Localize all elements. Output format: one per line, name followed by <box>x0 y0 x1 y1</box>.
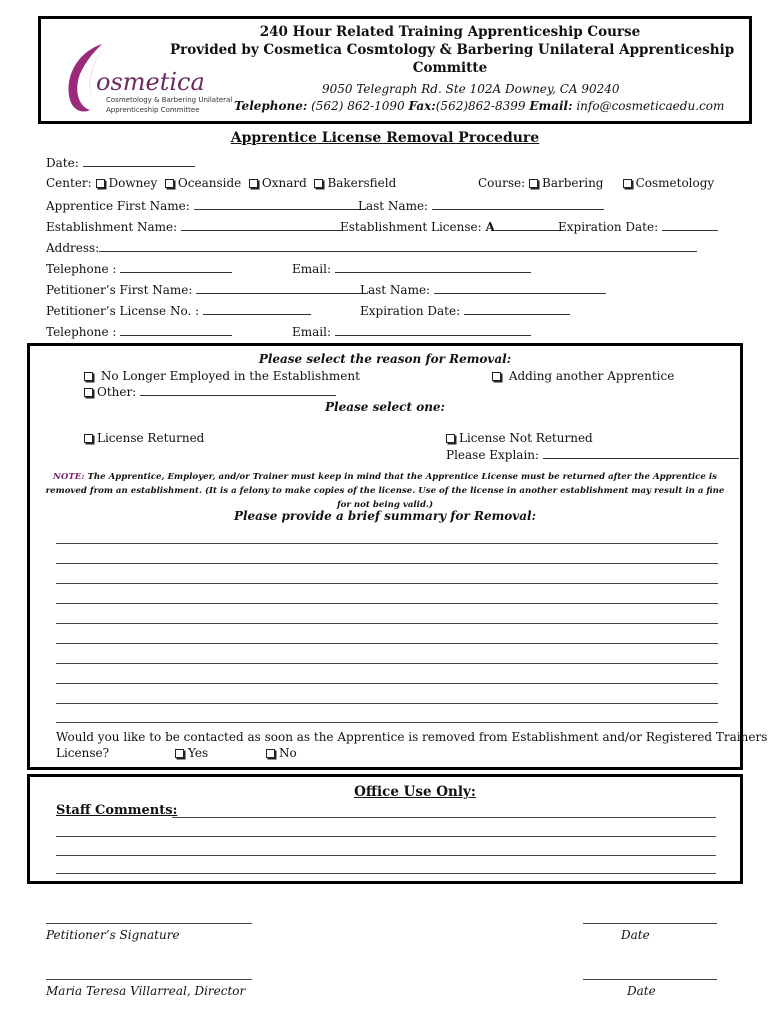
reason-other-option[interactable]: Other: <box>84 384 336 399</box>
petitioner-first-name-field[interactable]: Petitioner’s First Name: <box>46 282 366 297</box>
expiration-date-blank[interactable] <box>662 219 718 231</box>
apprentice-last-name-field[interactable]: Last Name: <box>358 198 604 213</box>
license-not-returned-option[interactable]: License Not Returned <box>446 431 593 445</box>
apprentice-telephone-field[interactable]: Telephone : <box>46 261 232 276</box>
checkbox-icon[interactable] <box>96 179 105 188</box>
petitioner-date-line[interactable] <box>583 923 717 924</box>
date-field[interactable] <box>46 155 195 170</box>
date-label: Date: <box>46 156 79 170</box>
telephone-label: Telephone: <box>234 99 308 113</box>
fax-value: (562)862-8399 <box>435 99 530 113</box>
summary-line[interactable] <box>56 563 718 564</box>
apprentice-first-name-field[interactable]: Apprentice First Name: <box>46 198 366 213</box>
note-text: The Apprentice, Employer, and/or Trainer must keep in mind that the Apprentice License must be returned after the Apprentice is removed from an establishment. (It is a felony to make copies of the license. Use of the license in another establishment may result in a fine for not being valid.) <box>45 472 725 510</box>
header-contact <box>234 99 724 113</box>
checkbox-icon[interactable] <box>84 434 93 443</box>
checkbox-icon[interactable] <box>623 179 632 188</box>
center-bakersfield-checkbox[interactable]: Bakersfield <box>314 176 396 190</box>
center-oxnard-checkbox[interactable]: Oxnard <box>249 176 307 190</box>
checkbox-icon[interactable] <box>84 372 93 381</box>
summary-heading: Please provide a brief summary for Removal: <box>233 509 537 523</box>
center-downey-checkbox[interactable]: Downey <box>96 176 158 190</box>
fax-label: Fax: <box>408 99 436 113</box>
checkbox-icon[interactable] <box>314 179 323 188</box>
petitioner-last-name-blank[interactable] <box>434 282 606 294</box>
apprentice-email-blank[interactable] <box>335 261 531 273</box>
summary-line[interactable] <box>56 623 718 624</box>
summary-line[interactable] <box>56 683 718 684</box>
summary-line[interactable] <box>56 643 718 644</box>
apprentice-first-name-blank[interactable] <box>194 198 366 210</box>
expiration-date-field[interactable]: Expiration Date: <box>558 219 718 234</box>
petitioner-signature-line[interactable] <box>46 923 252 924</box>
contact-question: Would you like to be contacted as soon as the Apprentice is removed from Establishment and/or Registered Trainers <box>56 730 768 744</box>
petitioner-email-blank[interactable] <box>335 324 531 336</box>
apprentice-email-field[interactable]: Email: <box>292 261 531 276</box>
header-title-2: Provided by Cosmetica Cosmtology & Barbering Unilateral Apprenticeship <box>170 42 735 58</box>
logo-wordmark: osmetica <box>96 68 205 96</box>
logo-subtitle-2: Apprenticeship Committee <box>106 106 200 114</box>
establishment-license-field[interactable]: Establishment License: A <box>340 219 563 234</box>
summary-line[interactable] <box>56 663 718 664</box>
petitioner-last-name-field[interactable]: Last Name: <box>360 282 606 297</box>
course-label: Course: <box>478 176 526 190</box>
contact-yes-checkbox[interactable]: Yes <box>175 746 208 760</box>
petitioner-license-blank[interactable] <box>203 303 311 315</box>
staff-comments-line[interactable] <box>56 836 716 837</box>
reason-adding-apprentice-option[interactable]: Adding another Apprentice <box>492 369 674 383</box>
petitioner-date-label: Date <box>621 928 650 942</box>
logo-subtitle-1: Cosmetology & Barbering Unilateral <box>106 96 233 104</box>
staff-comments-line[interactable] <box>56 873 716 874</box>
select-one-heading: Please select one: <box>325 400 445 414</box>
checkbox-icon[interactable] <box>84 388 93 397</box>
center-row <box>46 176 396 190</box>
petitioner-email-field[interactable]: Email: <box>292 324 531 339</box>
checkbox-icon[interactable] <box>175 749 184 758</box>
checkbox-icon[interactable] <box>529 179 538 188</box>
explain-blank[interactable] <box>543 447 739 459</box>
petitioner-license-field[interactable]: Petitioner’s License No. : <box>46 303 311 318</box>
email-label: Email: <box>529 99 573 113</box>
checkbox-icon[interactable] <box>446 434 455 443</box>
header-title-1: 240 Hour Related Training Apprenticeship Course <box>259 24 641 40</box>
address-field[interactable]: Address: <box>46 240 697 255</box>
petitioner-telephone-blank[interactable] <box>120 324 232 336</box>
email-value: info@cosmeticaedu.com <box>572 99 725 113</box>
petitioner-first-name-blank[interactable] <box>196 282 366 294</box>
address-blank[interactable] <box>99 240 697 252</box>
form-title: Apprentice License Removal Procedure <box>230 130 540 146</box>
petitioner-expiration-field[interactable]: Expiration Date: <box>360 303 570 318</box>
license-note <box>40 470 730 512</box>
course-cosmetology-checkbox[interactable]: Cosmetology <box>623 176 715 190</box>
reason-other-blank[interactable] <box>140 384 336 396</box>
summary-line[interactable] <box>56 703 718 704</box>
staff-comments-label: Staff Comments: <box>56 803 178 818</box>
director-signature-label: Maria Teresa Villarreal, Director <box>46 984 246 998</box>
apprentice-telephone-blank[interactable] <box>120 261 232 273</box>
checkbox-icon[interactable] <box>492 372 501 381</box>
note-label: NOTE: <box>53 472 85 482</box>
staff-comments-line[interactable] <box>56 855 716 856</box>
office-use-heading: Office Use Only: <box>354 784 476 800</box>
establishment-license-blank[interactable] <box>495 219 563 231</box>
director-date-label: Date <box>627 984 656 998</box>
petitioner-signature-label: Petitioner’s Signature <box>46 928 180 942</box>
staff-comments-line[interactable] <box>172 817 716 818</box>
telephone-value: (562) 862-1090 <box>307 99 409 113</box>
course-row <box>478 176 714 190</box>
date-blank[interactable] <box>83 155 195 167</box>
reason-no-longer-employed-option[interactable]: No Longer Employed in the Establishment <box>84 369 360 383</box>
checkbox-icon[interactable] <box>249 179 258 188</box>
contact-question-line2: License? <box>56 746 110 760</box>
explain-field[interactable]: Please Explain: <box>446 447 739 462</box>
petitioner-telephone-field[interactable]: Telephone : <box>46 324 232 339</box>
apprentice-last-name-blank[interactable] <box>432 198 604 210</box>
header-address: 9050 Telegraph Rd. Ste 102A Downey, CA 90240 <box>322 82 620 96</box>
summary-line[interactable] <box>56 603 718 604</box>
reason-heading: Please select the reason for Removal: <box>258 352 512 366</box>
summary-line[interactable] <box>56 543 718 544</box>
director-date-line[interactable] <box>583 979 717 980</box>
petitioner-expiration-blank[interactable] <box>464 303 570 315</box>
contact-no-checkbox[interactable]: No <box>266 746 297 760</box>
license-returned-option[interactable]: License Returned <box>84 431 204 445</box>
summary-line[interactable] <box>56 722 718 723</box>
establishment-name-field[interactable]: Establishment Name: <box>46 219 341 234</box>
summary-line[interactable] <box>56 583 718 584</box>
checkbox-icon[interactable] <box>165 179 174 188</box>
checkbox-icon[interactable] <box>266 749 275 758</box>
director-signature-line[interactable] <box>46 979 252 980</box>
establishment-name-blank[interactable] <box>181 219 341 231</box>
center-label: Center: <box>46 176 92 190</box>
center-oceanside-checkbox[interactable]: Oceanside <box>165 176 241 190</box>
course-barbering-checkbox[interactable]: Barbering <box>529 176 603 190</box>
header-title-3: Committe <box>412 60 488 76</box>
